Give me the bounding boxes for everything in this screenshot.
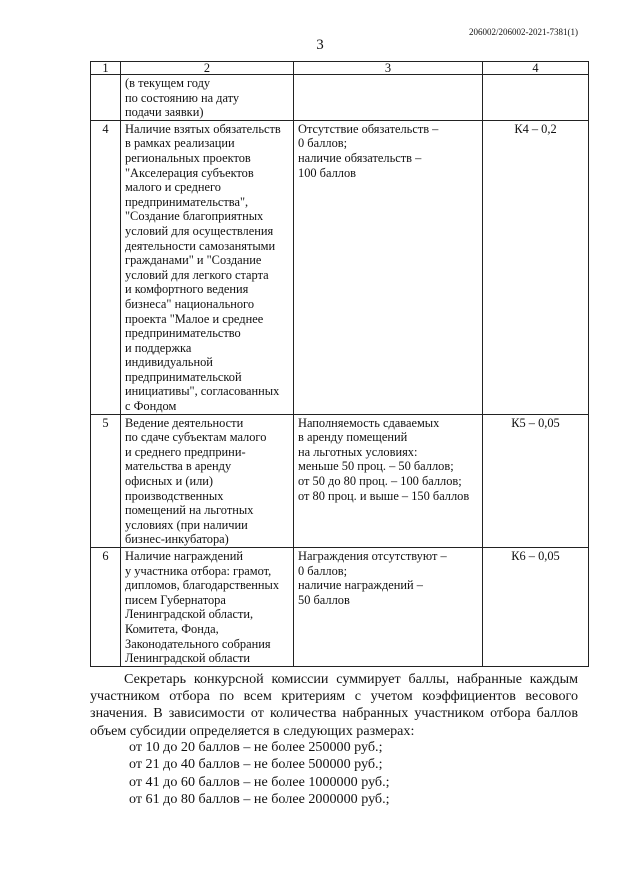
criterion-line: подачи заявки) [125,105,204,120]
criterion-line: в рамках реализации [125,136,235,151]
criterion-line: деятельности самозанятыми [125,238,276,253]
criterion-line: Комитета, Фонда, [125,621,219,636]
scoring-line: Наполняемость сдаваемых [298,415,440,430]
scoring-line: Отсутствие обязательств – [298,121,439,136]
criterion-line: и поддержка [125,340,192,355]
criterion-line: предпринимательской [125,369,242,384]
criterion-line: с Фондом [125,399,177,414]
column-number-row [91,62,589,75]
table-row-continuation [91,75,589,121]
scoring-line: от 50 до 80 проц. – 100 баллов; [298,474,462,489]
criterion-line: по сдаче субъектам малого [125,430,267,445]
criterion-line: региональных проектов [125,150,251,165]
scoring-line: 0 баллов; [298,136,348,151]
criterion-line: инициативы", согласованных [125,384,280,399]
criterion-line: условий для легкого старта [125,267,269,282]
criterion-line: и среднего предприни- [125,444,246,459]
scoring-line: наличие награждений – [298,578,423,593]
list-item: от 61 до 80 баллов – не более 2000000 руб.; [129,791,390,808]
criterion-cell [121,120,294,414]
criterion-line: у участника отбора: грамот, [125,563,272,578]
criterion-line: Наличие взятых обязательств [125,121,281,136]
criterion-line: офисных и (или) [125,474,214,489]
criterion-line: индивидуальной [125,355,213,370]
criterion-line: малого и среднего [125,180,221,195]
coefficient: К5 – 0,05 [483,414,589,547]
criterion-line: мательства в аренду [125,459,232,474]
coefficient-cell [483,75,589,121]
criterion-line: условиях (при наличии [125,517,248,532]
scoring-cell [294,120,483,414]
scoring-line: в аренду помещений [298,430,408,445]
criterion-line: и комфортного ведения [125,282,249,297]
column-number: 1 [91,62,121,75]
criterion-line: Ленинградской области [125,651,251,666]
criterion-line: по состоянию на дату [125,90,240,105]
row-number-cell [91,75,121,121]
column-number: 2 [121,62,294,75]
list-item: от 10 до 20 баллов – не более 250000 руб.; [129,739,383,755]
subsidy-list [129,739,390,809]
coefficient: К4 – 0,2 [483,120,589,414]
scoring-cell [294,414,483,547]
row-number: 5 [91,414,121,547]
criterion-line: предпринимательство [125,326,241,341]
criterion-line: Ленинградской области, [125,607,254,622]
scoring-line: 50 баллов [298,592,350,607]
scoring-line: 100 баллов [298,165,357,180]
criterion-line: Ведение деятельности [125,415,244,430]
criterion-line: Законодательного собрания [125,636,271,651]
row-number: 6 [91,548,121,667]
scoring-cell [294,75,483,121]
criterion-line: "Акселерация субъектов [125,165,254,180]
scoring-line: на льготных условиях: [298,444,418,459]
criterion-line: "Создание благоприятных [125,209,264,224]
coefficient: К6 – 0,05 [483,548,589,667]
scoring-cell [294,548,483,667]
scoring-line: Награждения отсутствуют – [298,549,447,563]
criterion-line: проекта "Малое и среднее [125,311,264,326]
criteria-table [90,61,589,667]
scoring-line: 0 баллов; [298,563,348,578]
criterion-line: бизнес-инкубатора) [125,532,229,547]
column-number: 4 [483,62,589,75]
document-id: 206002/206002-2021-7381(1) [469,27,578,37]
criterion-cell [121,75,294,121]
criterion-line: Наличие награждений [125,549,243,563]
criterion-line: дипломов, благодарственных [125,578,280,593]
criterion-line: предпринимательства", [125,194,249,209]
page-number: 3 [316,37,324,53]
criterion-line: производственных [125,488,224,503]
summary-paragraph: Секретарь конкурсной комиссии суммирует баллы, набранные каждым участником отбора по всем критериям с учетом коэффициентов весового значения. В зависимости от количества набранных участником отбора баллов объем субсидии определяется в следующих размерах: [90,671,578,739]
list-item: от 41 до 60 баллов – не более 1000000 руб.; [129,773,390,790]
criterion-cell [121,548,294,667]
scoring-line: от 80 проц. и выше – 150 баллов [298,488,470,503]
scoring-line: наличие обязательств – [298,150,422,165]
criterion-line: условий для осуществления [125,223,274,238]
criterion-cell [121,414,294,547]
column-number: 3 [294,62,483,75]
criterion-line: помещений на льготных [125,503,254,518]
table-row [91,548,589,667]
criterion-line: бизнеса" национального [125,296,255,311]
table-row [91,120,589,414]
criterion-line: (в текущем году [125,76,211,90]
table-row [91,414,589,547]
criterion-line: гражданами" и "Создание [125,253,262,268]
scoring-line: меньше 50 проц. – 50 баллов; [298,459,454,474]
row-number: 4 [91,120,121,414]
criterion-line: писем Губернатора [125,592,226,607]
list-item: от 21 до 40 баллов – не более 500000 руб.; [129,756,383,773]
